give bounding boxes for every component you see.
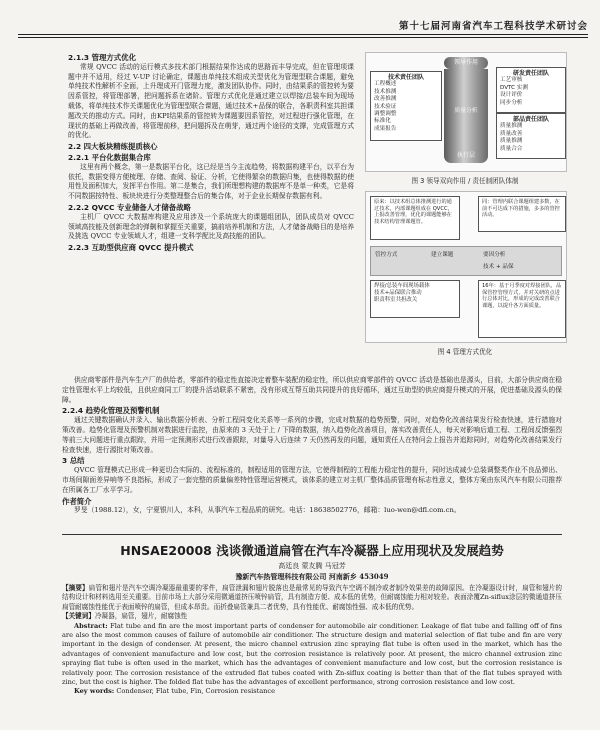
dev-team-box [496, 67, 566, 113]
fig4-right-bottom-note: 16年：基于月季度对焊接团队，品保管控管理方式，并对关研的点进行总体对比，形成的完成改善联合课题，以提升各方面质量。 [478, 280, 566, 338]
parts-team-line: 质量推测 [500, 138, 523, 145]
section-2-1-3-body: 常规 QVCC 活动的运行模式多技术部门根据结果作达成的思路而丰导完成，但在管理项课题中并不适用，经过 V-UP 讨论确定，课题由单纯技术组成关型优化为管理型联合课题，避免单纯技术性解析不全面，上升理成开门管理力度，激发团队协作。同时，由结果系的管控转为要因系管控，将管理部署，把问题拆系在诸阶。管理方式优化是通过建立以焊接/总装车间为现场载体，将单纯技术作关课题优化为管理型联合课题，通过技术+品保的联合，各职责科室共担课题改关的推动方式。同时，由KPI结果系的管控转为课题要因系管控，对过程进行强化管理，在现状的基础上再做改善，将管理前移，把问题拆及在萌芽，通过两个途径的支撑，完成管理方式的优化。 [68, 62, 354, 140]
dev-team-line: 工艺审核 [500, 77, 523, 84]
tech-team-line: 技术验证 [374, 103, 397, 110]
parts-team-line: 质量合合 [500, 145, 523, 152]
figure-3 [365, 52, 567, 172]
article-affiliation: 豫新汽车热管理科技有限公司 河南新乡 453049 [235, 572, 389, 581]
dev-team-line: 设计评价 [500, 92, 523, 99]
section-2-2-2-body: 主机厂 QVCC 大数据库构建及应用涉及一个系统庞大的课题组团队，团队成员对 QVCC 领域高技能及创新理念的弹劓和掌握至关重要，搞前培养机制和方法，人才储备战略目的是培养及挑选 QVCC 专业领域人才，组建一支科学配比及高技能的团队。 [68, 212, 354, 241]
tech-team-line: 改善推测 [374, 96, 397, 103]
tech-team-title: 技术责任团队 [387, 74, 424, 81]
article-abstract [62, 584, 562, 697]
fig4-arrow-label: 要因分析 [483, 252, 506, 258]
figure-4-caption: 图 4 管理方式优化 [437, 348, 493, 356]
leadership-cylinder-top: 领导作用 [444, 57, 488, 69]
section-2-2-4-body: 通过关键数据确认并录入、输出数据分析表、分析工程同变化关系等一系列的步骤，完成对数据的趋势预警，同时，对趋势化改善结果发行检查快速，进行措施对策改善。趋势化管理及预警机制对数据进行监控，由原来的 3 天处于上 / 下降的数据，纳入趋势化改善项目，落实改善责任人，每天对影响后道工程、工程间反馈强烈等前三大问题进行重点跟踪，并用一定预测形式进行改善跟踪，对量导入后连续 7 天仍然再发的问题，通知责任人在特问会上报告并追踪同时，对趋势化改善结果发行检查快速，进行源批对策改善。 [62, 416, 562, 454]
fig4-left-list [370, 280, 460, 318]
author-bio-heading: 作者简介 [62, 496, 92, 506]
abstract-en-label: Abstract: [74, 621, 108, 630]
keywords-cn-label: 【关键词】 [62, 612, 95, 621]
keywords-cn-text: 冷凝器，扁管，翅片，耐腐蚀性 [94, 612, 188, 621]
figure-3-caption: 图 3 领导双向作用 / 责任制团队体制 [411, 177, 519, 185]
parts-team-box [496, 113, 566, 159]
fig4-left-top-note: 原来：以技术组总体推测进行的通过技术，内部课题组成在 QVCC，上报改善管理，优化的课题能够在技术结构管理课题管。 [370, 196, 460, 240]
full-width-text [62, 376, 562, 516]
fig4-left-line: 焊接/总装车间现场载体 [374, 283, 430, 289]
dev-team-title: 研发责任团队 [512, 70, 549, 77]
section-2-2-2-heading: 2.2.2 QVCC 专业储备人才储备战略 [68, 202, 191, 212]
tech-team-line: 调整调整 [374, 111, 397, 118]
section-3-heading: 3 总结 [62, 456, 85, 466]
parts-team-title: 部品责任团队 [512, 116, 549, 123]
execution-cylinder-bottom: 执行层 [444, 149, 488, 163]
abstract-en [62, 622, 562, 688]
abstract-cn [62, 584, 562, 612]
fig4-arrow-panel [370, 246, 562, 276]
keywords-en [62, 687, 562, 696]
tech-team-line: 标准化 [374, 118, 391, 125]
tech-team-line: 技术推测 [374, 88, 397, 95]
parts-team-line: 质量改善 [500, 130, 523, 137]
section-2-2-3-heading: 2.2.3 互助型供应商 QVCC 提升模式 [68, 243, 194, 253]
right-column [365, 52, 565, 356]
dev-team-line: DVTC 实测 [500, 84, 528, 91]
abstract-cn-label: 【摘要】 [62, 584, 89, 592]
left-column [68, 52, 354, 253]
section-2-2-3-body: 供应商零部件是汽车生产厂的供给者，零部件的稳定性直接决定着整车装配的稳定性，所以供应商零部件的 QVCC 活动是基础也是源头，目前，大部分供应商在稳定性管理水平上均较低，且供应商同工厂的提升活动联系不紧密，没有形成互帮互助共同提升的良好循环，通过互助型的供应商提升模式的开展，促进基础及源头的保障。 [62, 376, 562, 404]
dev-team-line: 同步分析 [500, 99, 523, 106]
fig4-left-line: 技术+品保联合推动 [374, 290, 422, 296]
fig4-arrow-label: 技术 + 品保 [483, 264, 514, 270]
fig4-arrow-label: 建立课题 [431, 252, 454, 258]
section-2-2-4-heading: 2.2.4 趋势化管理及预警机制 [62, 406, 160, 416]
abstract-cn-text: 扁管和翅片是汽车空调冷凝器最重要的零件，扁管泄漏和翅片脱落也是最常见的导致汽车空调不制冷或者制冷效果差的故障原因。在冷凝器设计时，扁管和翅片的结构设计和材料选用至关重要。目前市场上大部分采用微通道挤压喷锌扁管，具有制造方便、成本低的优势，但耐腐蚀能力相对较差。表面涂覆Zn-siflux涂层的微通道挤压扁管耐腐蚀性能优于表面喷锌的扁管，但成本昂贵。而折叠扁管兼具二者优势，具有性能优、耐腐蚀性强、成本低的优势。 [62, 584, 562, 611]
abstract-en-text: Flat tube and fin are the most important parts of condenser for automobile air conditioner. Leakage of flat tube and falling off of fins are also the most common causes of failure of automobile air conditioner. The structure design and material selection of flat tube and fin are very important in the design of condenser. At present, the micro channel extrusion zinc spraying flat tube is often used in the market, which has the advantages of convenient manufacture and low cost, but the corrosion resistance is relatively poor. At present, the micro channel extrusion zinc spraying flat tube is often used in the market, which has the advantages of convenient manufacture and low cost, but the corrosion resistance is relatively poor. The corrosion resistance of the extruded flat tubes coated with Zn-siflux coating is better than that of the flat tubes sprayed with zinc, but the cost is higher. The folded flat tube has the advantages of excellent performance, strong corrosion resistance and low cost. [62, 621, 562, 687]
article-authors: 高廷良 蒙友腾 马冠芳 [278, 562, 346, 570]
fig4-arrow-label: 管控方式 [375, 252, 398, 258]
keywords-en-text: Condenser, Flat tube, Fin, Corrosion resistance [116, 687, 276, 696]
section-2-2-1-heading: 2.2.1 平台化数据集合库 [68, 152, 151, 162]
section-2-2-1-body: 这里有两个概念，第一是数据平台化，这已经是当今主流趋势，将数据构建平台，以平台为依托，数据变得方便梳理、存储、查阅、验证、分析，它使得繁杂的数据归集，也使得数据的使用性及面积加大，发挥平台作用。第二是集合，我们所理想构建的数据库不是单一种类，它是将不同数据按特性、板块块进行分类整理整合后的集合体，对于企业长期保存数据有利。 [68, 162, 354, 201]
article-title: HNSAE20008 浅谈微通道扁管在汽车冷凝器上应用现状及发展趋势 [120, 543, 504, 558]
quality-analysis-label: 质量分析 [454, 108, 478, 114]
section-2-2-heading: 2.2 四大板块精练提质核心 [68, 142, 158, 152]
author-bio-body: 罗旻（1988.12），女，宁夏银川人，本科，从事汽车工程品质的研究。电话：18638502776，邮箱：luo-wen@dfl.com.cn。 [74, 506, 461, 515]
tech-team-box [370, 71, 442, 141]
section-3-body: QVCC 管理模式已形成一种更切合实际的、流程标准的，制程适用的管理方法，它使得制程的工程能力稳定性的提升，同时达成减少总装调整类作业不良品弹出、市场间隙面差异响等不良指标，形成了一套完整的质量偏差特性管理运营模式，该体系的建立对主机厂整体品质管理有标志性意义，整体方案由东风汽车有限公司推荐在所属各工厂水平学习。 [62, 466, 562, 494]
figure-4 [365, 191, 567, 343]
keywords-cn [62, 612, 562, 621]
parts-team-line: 质量推测 [500, 123, 523, 130]
tech-team-line: 工程概述 [374, 81, 397, 88]
fig4-left-line: 职责科室共担改关 [374, 297, 418, 303]
fig4-right-top-note: 同：管理内联合课题组建多数，在前不可达成下的措施，多多的管控活动。 [478, 196, 566, 232]
article-divider [62, 534, 562, 535]
section-2-1-3-heading: 2.1.3 管理方式优化 [68, 53, 136, 62]
keywords-en-label: Key words: [74, 687, 115, 696]
tech-team-line: 成果报告 [374, 125, 397, 132]
conference-header: 第十七届河南省汽车工程科技学术研讨会 [18, 18, 588, 35]
